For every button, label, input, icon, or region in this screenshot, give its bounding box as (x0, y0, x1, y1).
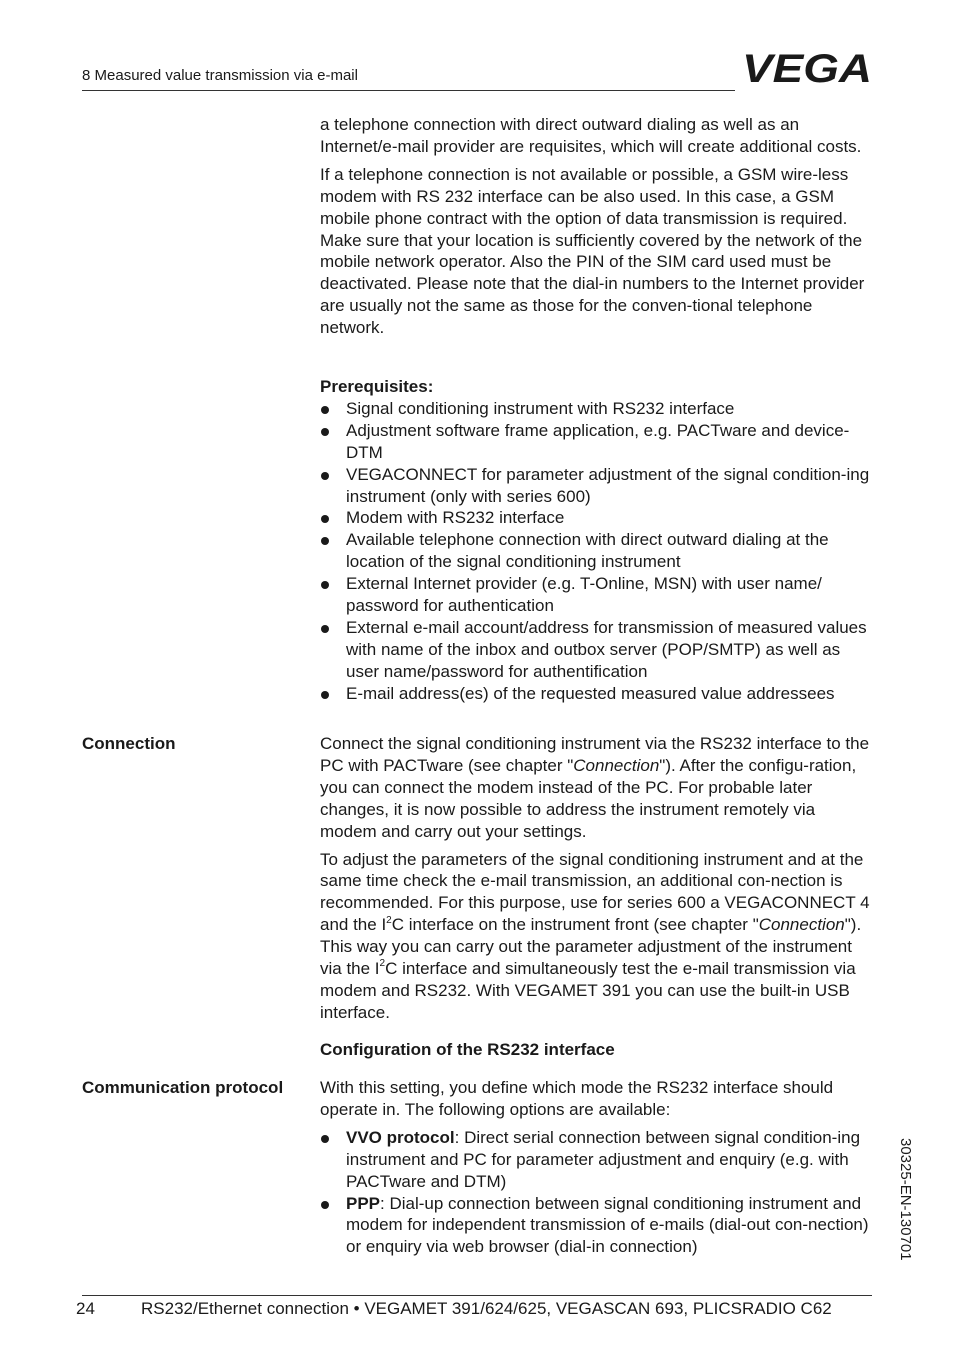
prerequisites-list (320, 398, 876, 705)
list-item: Signal conditioning instrument with RS232 interface (320, 398, 876, 420)
footer-divider (82, 1295, 872, 1296)
list-item: Adjustment software frame application, e.g. PACTware and device-DTM (320, 420, 876, 464)
connection-block (320, 733, 876, 1024)
protocol-side-label: Communication protocol (82, 1078, 284, 1097)
logo-text: VEGA (742, 50, 872, 84)
protocol-block (320, 1077, 876, 1258)
connection-paragraph-2: To adjust the parameters of the signal conditioning instrument and at the same time check the e-mail transmission, an additional con-nection is recommended. For this purpose, use for series 600 a VEGACONNECT 4 and the $I^2C$ interface on the instrument front (see chapter "Connection"). This way you can carry out the parameter adjustment of the instrument via the $I^2C$ interface and simultaneously test the e-mail transmission via modem and RS232. With VEGAMET 391 you can use the built-in USB interface. (320, 849, 870, 1022)
list-item: VEGACONNECT for parameter adjustment of the signal condition-ing instrument (only with series 600) (320, 464, 876, 508)
list-item: E-mail address(es) of the requested measured value addressees (320, 683, 876, 705)
intro-paragraph-2: If a telephone connection is not available or possible, a GSM wire-less modem with RS 232 interface can be also used. In this case, a GSM mobile phone contract with the option of data transmission is required. Make sure that your location is sufficiently covered by the network of the mobile network operator. Also the PIN of the SIM card used must be deactivated. Please note that the dial-in numbers to the Internet provider are usually not the same as those for the conven-tional telephone network. (320, 164, 865, 338)
document-id: 30325-EN-130701 (897, 1138, 914, 1261)
prerequisites-heading: Prerequisites: (320, 377, 434, 396)
list-item: Available telephone connection with direct outward dialing at the location of the signal conditioning instrument (320, 529, 876, 573)
list-item: PPP: Dial-up connection between signal conditioning instrument and modem for independent transmission of e-mails (dial-out con-nection) or enquiry via web browser (dial-in connection) (320, 1193, 876, 1259)
protocol-intro: With this setting, you define which mode the RS232 interface should operate in. The following options are available: (320, 1078, 834, 1119)
protocol-options-list (320, 1127, 876, 1258)
list-item: External e-mail account/address for transmission of measured values with name of the inbox and outbox server (POP/SMTP) as well as user name/password for authentification (320, 617, 876, 683)
page-number: 24 (76, 1299, 95, 1318)
footer-title: RS232/Ethernet connection • VEGAMET 391/624/625, VEGASCAN 693, PLICSRADIO C62 (141, 1299, 832, 1318)
list-item: Modem with RS232 interface (320, 507, 876, 529)
prerequisites-block (320, 376, 876, 705)
connection-paragraph-1: Connect the signal conditioning instrument via the RS232 interface to the PC with PACTware (see chapter "Connection"). After the configu-ration, you can connect the modem instead of the PC. For probable later changes, it is now possible to address the instrument remotely via modem and carry out your settings. (320, 734, 870, 841)
intro-block (320, 114, 876, 339)
connection-side-label: Connection (82, 734, 176, 753)
list-item: External Internet provider (e.g. T-Online, MSN) with user name/ password for authentication (320, 573, 876, 617)
header-divider (82, 90, 735, 91)
list-item: VVO protocol: Direct serial connection between signal condition-ing instrument and PC for parameter adjustment and enquiry (e.g. with PACTware and DTM) (320, 1127, 876, 1193)
intro-paragraph-1: a telephone connection with direct outward dialing as well as an Internet/e-mail provider are requisites, which will create additional costs. (320, 115, 862, 156)
vega-logo (741, 50, 873, 84)
running-header: 8 Measured value transmission via e-mail (82, 67, 358, 84)
config-heading: Configuration of the RS232 interface (320, 1040, 615, 1059)
